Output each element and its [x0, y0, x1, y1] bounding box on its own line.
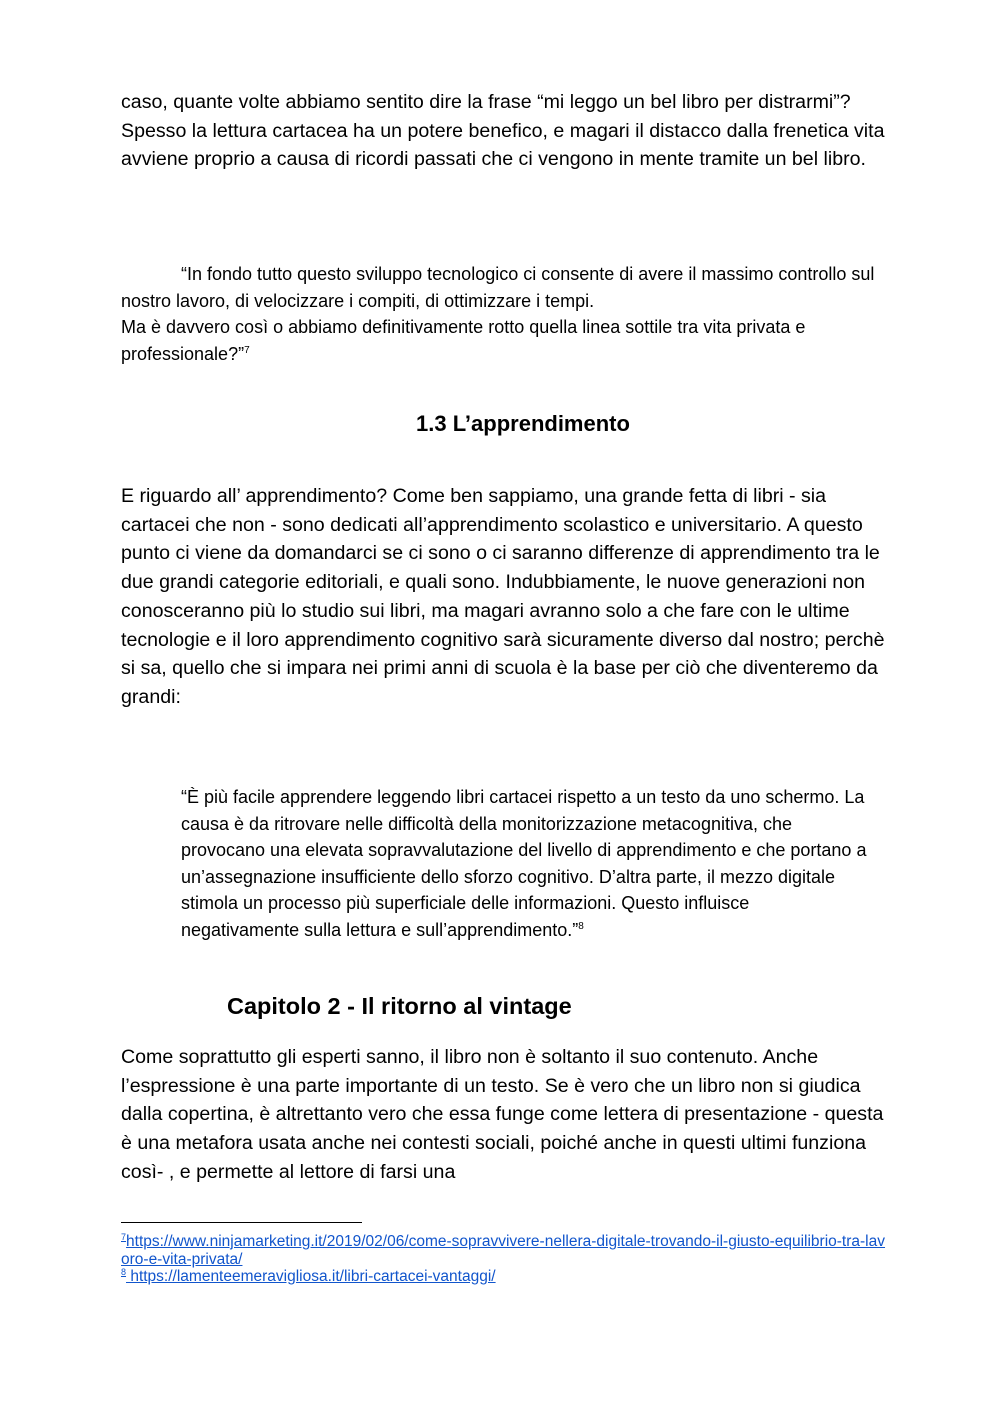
quote-2 [181, 784, 871, 943]
chapter-paragraph: Come soprattutto gli esperti sanno, il libro non è soltanto il suo contenuto. Anche l’espressione è una parte importante di un testo. Se è vero che un libro non si giudica dalla copertina, è altrettanto vero che essa funge come lettera di presentazione - questa è una metafora usata anche nei contesti sociali, poiché anche in questi ultimi funziona così- , e permette al lettore di farsi una [121, 1046, 884, 1183]
section-paragraph-block [121, 482, 886, 712]
footnote-separator [121, 1222, 362, 1223]
quote-1 [121, 261, 886, 367]
footnote-ref-8[interactable]: 8 [578, 920, 584, 932]
quote-block-1 [121, 261, 886, 367]
quote-block-2 [181, 784, 871, 943]
chapter-heading: Capitolo 2 - Il ritorno al vintage [227, 993, 572, 1019]
quote-1-text: “In fondo tutto questo sviluppo tecnologico ci consente di avere il massimo controllo sul nostro lavoro, di velocizzare i compiti, di ottimizzare i tempi. Ma è davvero così o abbiamo definitivamente rotto quella linea sottile tra vita privata e professionale?” [121, 264, 875, 364]
footnote-number: 8 [121, 1266, 127, 1277]
footnote-link[interactable]: https://lamenteemeravigliosa.it/libri-cartacei-vantaggi/ [126, 1268, 496, 1285]
quote-2-text: “È più facile apprendere leggendo libri cartacei rispetto a un testo da uno schermo. La causa è da ritrovare nelle difficoltà della monitorizzazione metacognitiva, che provocano una elevata sopravvalutazione del livello di apprendimento e che portano a un’assegnazione insufficiente dello sforzo cognitivo. D’altra parte, il mezzo digitale stimola un processo più superficiale delle informazioni. Questo influisce negativamente sulla lettura e sull’apprendimento.” [181, 787, 867, 940]
footnote-ref-7[interactable]: 7 [244, 344, 250, 356]
chapter-paragraph-block [121, 1043, 886, 1187]
footnote-7 [121, 1233, 886, 1268]
footnote-8 [121, 1268, 886, 1286]
footnote-number: 7 [121, 1231, 127, 1242]
section-paragraph: E riguardo all’ apprendimento? Come ben sappiamo, una grande fetta di libri - sia cartacei che non - sono dedicati all’apprendimento scolastico e universitario. A questo punto ci viene da domandarci se ci sono o ci saranno differenze di apprendimento tra le due grandi categorie editoriali, e quali sono. Indubbiamente, le nuove generazioni non conosceranno più lo studio sui libri, ma magari avranno solo a che fare con le ultime tecnologie e il loro apprendimento cognitivo sarà sicuramente diverso dal nostro; perchè si sa, quello che si impara nei primi anni di scuola è la base per ciò che diventeremo da grandi: [121, 485, 885, 708]
footnote-link[interactable]: https://www.ninjamarketing.it/2019/02/06/come-sopravvivere-nellera-digitale-trovando-il-giusto-equilibrio-tra-lavoro-e-vita-privata/ [121, 1233, 886, 1268]
footnotes [121, 1233, 886, 1286]
intro-paragraph: caso, quante volte abbiamo sentito dire la frase “mi leggo un bel libro per distrarmi”? Spesso la lettura cartacea ha un potere benefico, e magari il distacco dalla frenetica vita avviene proprio a causa di ricordi passati che ci vengono in mente tramite un bel libro. [121, 91, 885, 171]
section-heading: 1.3 L’apprendimento [416, 411, 630, 436]
intro-paragraph-block [121, 88, 886, 174]
